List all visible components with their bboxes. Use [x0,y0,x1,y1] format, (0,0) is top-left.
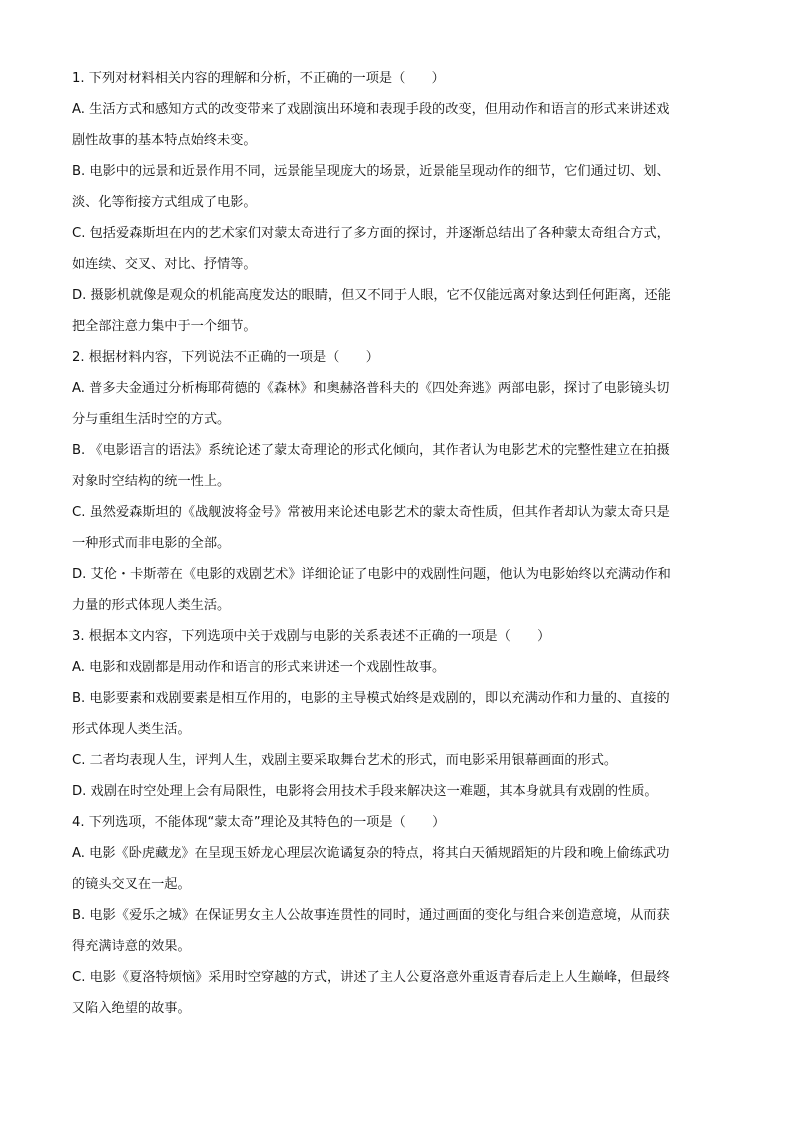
question-3-stem: 3. 根据本文内容，下列选项中关于戏剧与电影的关系表述不正确的一项是（ ） [72,629,551,644]
q2-option-b-cont: 对象时空结构的统一性上。 [72,474,231,489]
q1-option-a-cont: 剧性故事的基本特点始终未变。 [72,133,257,148]
q2-option-c: C. 虽然爱森斯坦的《战舰波将金号》常被用来论述电影艺术的蒙太奇性质，但其作者却认为蒙太奇只是 [72,505,670,520]
q3-option-b: B. 电影要素和戏剧要素是相互作用的，电影的主导模式始终是戏剧的，即以充满动作和力量的、直接的 [72,691,670,706]
q2-option-d: D. 艾伦・卡斯蒂在《电影的戏剧艺术》详细论证了电影中的戏剧性问题，他认为电影始终以充满动作和 [72,567,671,582]
question-4-stem: 4. 下列选项，不能体现“蒙太奇”理论及其特色的一项是（ ） [72,815,446,830]
q3-option-d: D. 戏剧在时空处理上会有局限性，电影将会用技术手段来解决这一难题，其本身就具有戏剧的性质。 [72,784,658,799]
q1-option-a: A. 生活方式和感知方式的改变带来了戏剧演出环境和表现手段的改变，但用动作和语言的形式来讲述戏 [72,102,670,117]
q4-option-c: C. 电影《夏洛特烦恼》采用时空穿越的方式，讲述了主人公夏洛意外重返青春后走上人生巅峰，但最终 [72,970,670,985]
q1-option-c: C. 包括爱森斯坦在内的艺术家们对蒙太奇进行了多方面的探讨，并逐渐总结出了各种蒙太奇组合方式， [72,226,670,241]
q1-option-c-cont: 如连续、交叉、对比、抒情等。 [72,257,257,272]
q4-option-a: A. 电影《卧虎藏龙》在呈现玉娇龙心理层次诡谲复杂的特点，将其白天循规蹈矩的片段和晚上偷练武功 [72,846,670,861]
q2-option-d-cont: 力量的形式体现人类生活。 [72,598,231,613]
q1-option-b: B. 电影中的远景和近景作用不同，远景能呈现庞大的场景，近景能呈现动作的细节，它们通过切、划、 [72,164,670,179]
q4-option-c-cont: 又陷入绝望的故事。 [72,1001,191,1016]
q2-option-b: B. 《电影语言的语法》系统论述了蒙太奇理论的形式化倾向，其作者认为电影艺术的完整性建立在拍摄 [72,443,670,458]
q4-option-a-cont: 的镜头交叉在一起。 [72,877,191,892]
question-1-stem: 1. 下列对材料相关内容的理解和分析，不正确的一项是（ ） [72,71,445,86]
q4-option-b: B. 电影《爱乐之城》在保证男女主人公故事连贯性的同时，通过画面的变化与组合来创造意境，从而获 [72,908,670,923]
q2-option-a-cont: 分与重组生活时空的方式。 [72,412,231,427]
q4-option-b-cont: 得充满诗意的效果。 [72,939,191,954]
q3-option-a: A. 电影和戏剧都是用动作和语言的形式来讲述一个戏剧性故事。 [72,660,446,675]
q2-option-a: A. 普多夫金通过分析梅耶荷德的《森林》和奥赫洛普科夫的《四处奔逃》两部电影，探讨了电影镜头切 [72,381,670,396]
q1-option-d: D. 摄影机就像是观众的机能高度发达的眼睛，但又不同于人眼，它不仅能远离对象达到任何距离，还能 [72,288,671,303]
question-2-stem: 2. 根据材料内容，下列说法不正确的一项是（ ） [72,350,379,365]
q3-option-b-cont: 形式体现人类生活。 [72,722,191,737]
questions-block [72,63,722,1024]
q1-option-b-cont: 淡、化等衔接方式组成了电影。 [72,195,257,210]
q2-option-c-cont: 一种形式而非电影的全部。 [72,536,231,551]
q1-option-d-cont: 把全部注意力集中于一个细节。 [72,319,257,334]
q3-option-c: C. 二者均表现人生，评判人生，戏剧主要采取舞台艺术的形式，而电影采用银幕画面的形式。 [72,753,618,768]
